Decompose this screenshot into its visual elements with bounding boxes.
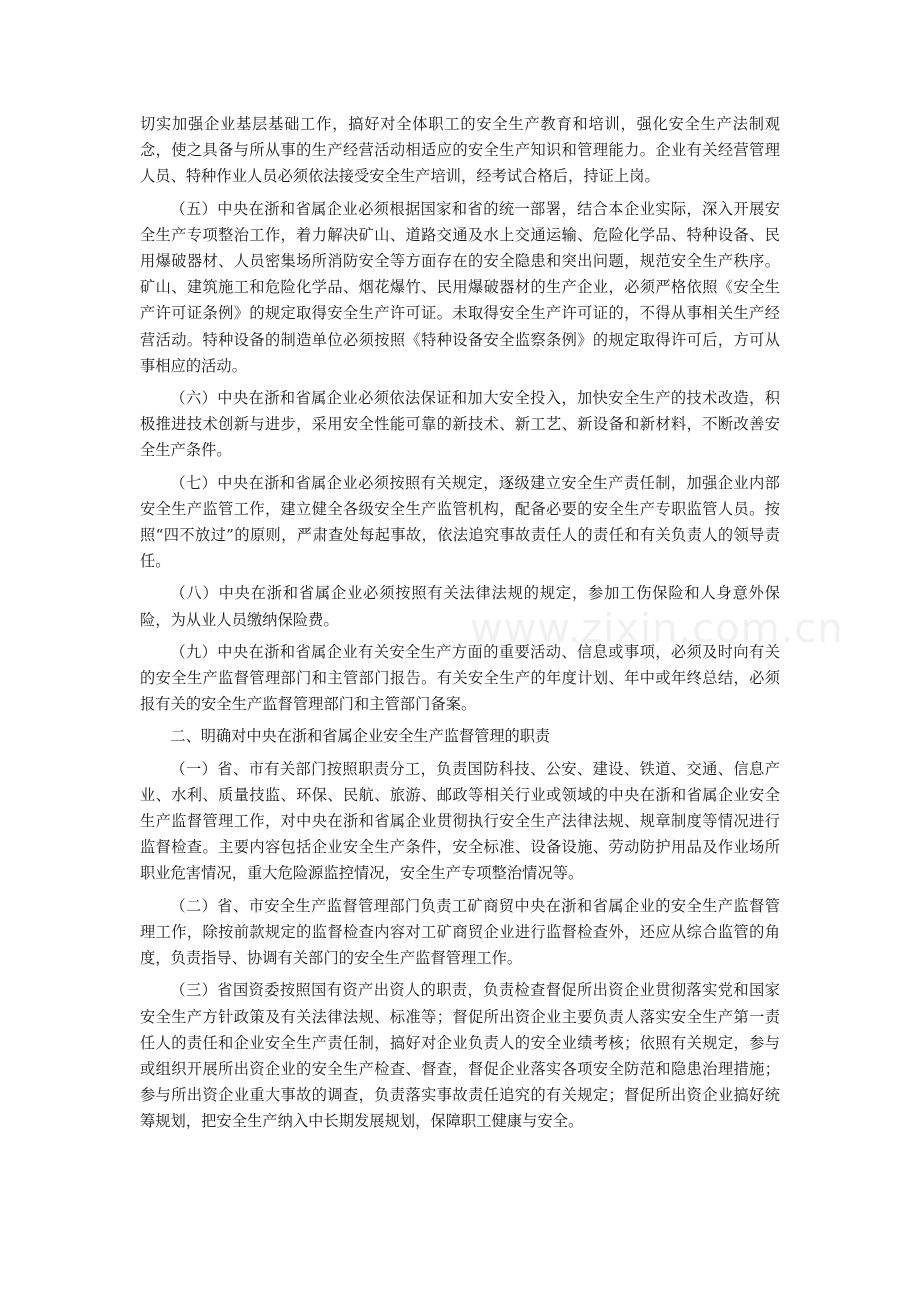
section-paragraph-2: （二）省、市安全生产监督管理部门负责工矿商贸中央在浙和省属企业的安全生产监督管理工作，除按前款规定的监督检查内容对工矿商贸企业进行监督检查外，还应从综合监管的角度，负责指导、协调有关部门的安全生产监督管理工作。 <box>140 896 780 968</box>
paragraph-continuation: 切实加强企业基层基础工作，搞好对全体职工的安全生产教育和培训，强化安全生产法制观念，使之具备与所从事的生产经营活动相适应的安全生产知识和管理能力。企业有关经营管理人员、特种作业人员必须依法接受安全生产培训，经考试合格后，持证上岗。 <box>140 115 780 186</box>
paragraph-item-6: （六）中央在浙和省属企业必须依法保证和加大安全投入，加快安全生产的技术改造，积极推进技术创新与进步，采用安全性能可靠的新技术、新工艺、新设备和新材料，不断改善安全生产条件。 <box>140 389 780 460</box>
watermark: www.zixin.com.cn <box>470 606 844 652</box>
section-paragraph-1: （一）省、市有关部门按照职责分工，负责国防科技、公安、建设、铁道、交通、信息产业、水利、质量技监、环保、民航、旅游、邮政等相关行业或领域的中央在浙和省属企业安全生产监督管理工作，对中央在浙和省属企业贯彻执行安全生产法律法规、规章制度等情况进行监督检查。主要内容包括企业安全生产条件，安全标准、设备设施、劳动防护用品及作业场所职业危害情况，重大危险源监控情况，安全生产专项整治情况等。 <box>140 759 780 883</box>
paragraph-item-8: （八）中央在浙和省属企业必须按照有关法律法规的规定，参加工伤保险和人身意外保险，为从业人员缴纳保险费。 <box>140 584 780 629</box>
section-heading: 二、明确对中央在浙和省属企业安全生产监督管理的职责 <box>170 727 551 746</box>
section-paragraph-3: （三）省国资委按照国有资产出资人的职责，负责检查督促所出资企业贯彻落实党和国家安全生产方针政策及有关法律法规、标准等；督促所出资企业主要负责人落实安全生产第一责任人的责任和企业安全生产责任制，搞好对企业负责人的安全业绩考核；依照有关规定，参与或组织开展所出资企业的安全生产检查、督查，督促企业落实各项安全防范和隐患治理措施；参与所出资企业重大事故的调查，负责落实事故责任追究的有关规定；督促所出资企业搞好统筹规划，把安全生产纳入中长期发展规划，保障职工健康与安全。 <box>140 981 780 1131</box>
paragraph-item-9: （九）中央在浙和省属企业有关安全生产方面的重要活动、信息或事项，必须及时向有关的安全生产监督管理部门和主管部门报告。有关安全生产的年度计划、年中或年终总结，必须报有关的安全生产监督管理部门和主管部门备案。 <box>140 642 780 714</box>
document-body <box>140 111 780 1135</box>
paragraph-item-5: （五）中央在浙和省属企业必须根据国家和省的统一部署，结合本企业实际，深入开展安全生产专项整治工作，着力解决矿山、道路交通及水上交通运输、危险化学品、特种设备、民用爆破器材、人员密集场所消防安全等方面存在的安全隐患和突出问题，规范安全生产秩序。矿山、建筑施工和危险化学品、烟花爆竹、民用爆破器材的生产企业，必须严格依照《安全生产许可证条例》的规定取得安全生产许可证。未取得安全生产许可证的，不得从事相关生产经营活动。特种设备的制造单位必须按照《特种设备安全监察条例》的规定取得许可后，方可从事相应的活动。 <box>140 199 780 375</box>
paragraph-item-7: （七）中央在浙和省属企业必须按照有关规定，逐级建立安全生产责任制，加强企业内部安全生产监管工作，建立健全各级安全生产监管机构，配备必要的安全生产专职监管人员。按照“四不放过”的原则，严肃查处每起事故，依法追究事故责任人的责任和有关负责人的领导责任。 <box>140 473 780 571</box>
